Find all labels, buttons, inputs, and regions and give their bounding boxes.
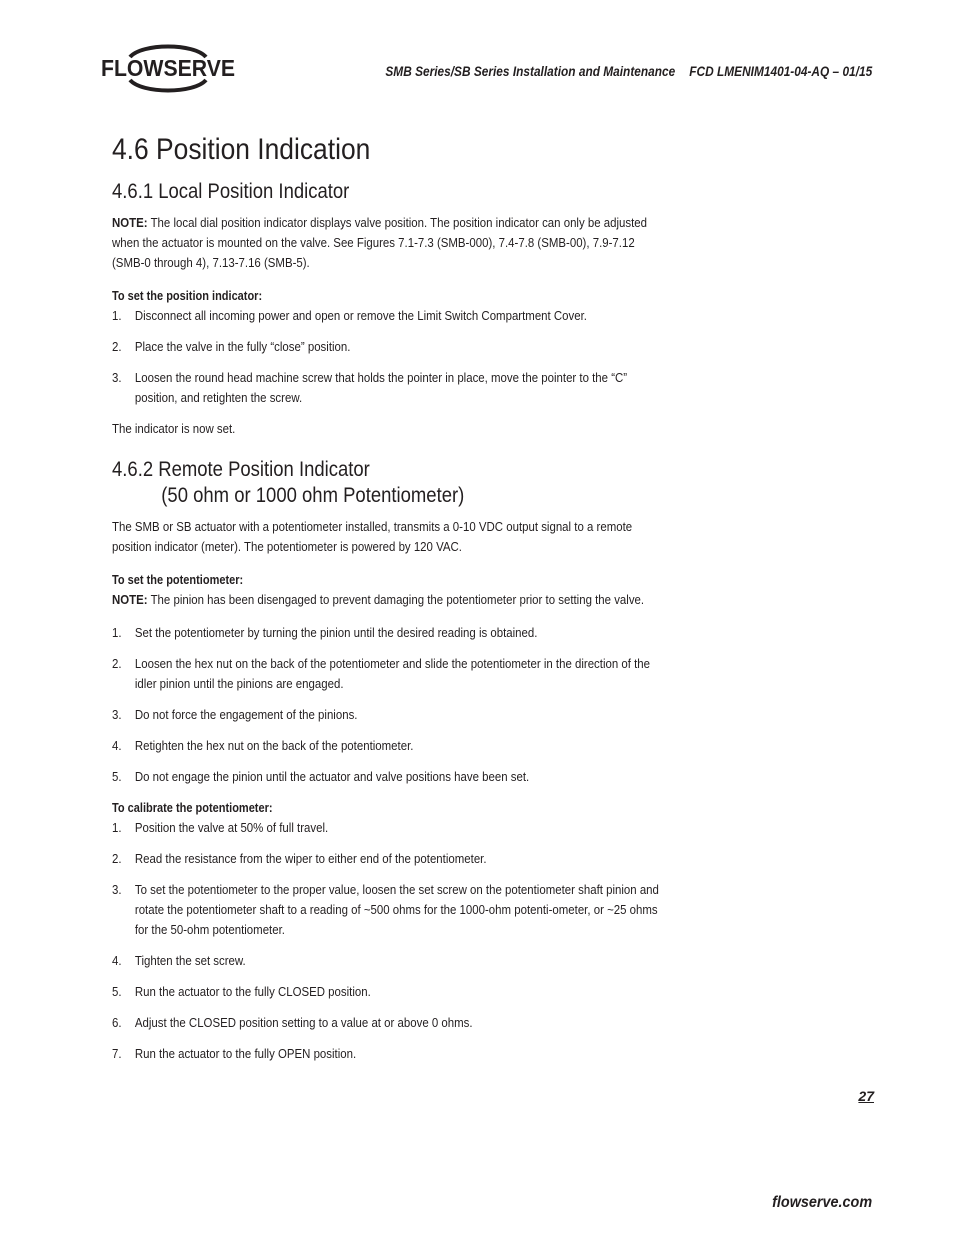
list-item: 4. Tighten the set screw. <box>112 953 246 968</box>
remote-intro: The SMB or SB actuator with a potentiometer installed, transmits a 0-10 VDC output signal to a remote position indicator (meter). The potentiometer is powered by 120 VAC. <box>112 519 633 554</box>
flowserve-logo <box>98 44 238 96</box>
footer-url: flowserve.com <box>771 1194 872 1211</box>
list-item: 7. Run the actuator to the fully OPEN position. <box>112 1046 357 1061</box>
section-title: 4.6 Position Indication <box>112 133 371 166</box>
list-item: 2. Loosen the hex nut on the back of the potentiometer and slide the potentiometer in the direction of the idler pinion until the pinions are engaged. <box>112 656 651 691</box>
local-indicator-heading: 4.6.1 Local Position Indicator <box>112 180 350 203</box>
list-item: 6. Adjust the CLOSED position setting to a value at or above 0 ohms. <box>112 1015 473 1030</box>
list-item: 5. Run the actuator to the fully CLOSED position. <box>112 984 371 999</box>
doc-code: FCD LMENIM1401-04-AQ – 01/15 <box>689 64 872 79</box>
list-item: 1. Position the valve at 50% of full travel. <box>112 820 329 835</box>
set-potentiometer-subheading: To set the potentiometer: <box>112 573 244 587</box>
list-item: 1. Set the potentiometer by turning the pinion until the desired reading is obtained. <box>112 625 538 640</box>
remote-note <box>112 590 662 610</box>
local-note <box>112 213 662 273</box>
calibrate-potentiometer-steps <box>112 818 662 1064</box>
set-indicator-steps <box>112 306 662 408</box>
list-item: 3. Do not force the engagement of the pinions. <box>112 707 358 722</box>
list-item: 5. Do not engage the pinion until the actuator and valve positions have been set. <box>112 769 530 784</box>
list-item: 2. Read the resistance from the wiper to either end of the potentiometer. <box>112 851 487 866</box>
list-item: 4. Retighten the hex nut on the back of the potentiometer. <box>112 738 414 753</box>
remote-indicator-heading: 4.6.2 Remote Position Indicator (50 ohm or 1000 ohm Potentiometer) <box>112 458 465 507</box>
calibrate-potentiometer-subheading: To calibrate the potentiometer: <box>112 801 273 815</box>
page-number: 27 <box>858 1088 874 1104</box>
note-label: NOTE: <box>112 215 148 230</box>
list-item: 2. Place the valve in the fully “close” position. <box>112 339 351 354</box>
note-label: NOTE: <box>112 592 148 607</box>
doc-title: SMB Series/SB Series Installation and Maintenance <box>385 64 676 79</box>
list-item: 3. Loosen the round head machine screw that holds the pointer in place, move the pointer to the “C” position, and retighten the screw. <box>112 370 628 405</box>
note-text: The pinion has been disengaged to prevent damaging the potentiometer prior to setting the valve. <box>147 592 645 607</box>
set-potentiometer-steps <box>112 623 662 787</box>
running-header <box>385 64 872 79</box>
list-item: 1. Disconnect all incoming power and open or remove the Limit Switch Compartment Cover. <box>112 308 587 323</box>
note-text: The local dial position indicator displays valve position. The position indicator can only be adjusted when the actuator is mounted on the valve. See Figures 7.1-7.3 (SMB-000), 7.4-7.8 (SMB-00), 7.9-7.12 (SMB-0 through 4), 7.13-7.16 (SMB-5). <box>112 215 648 270</box>
main-content <box>112 133 672 1075</box>
indicator-set-text: The indicator is now set. <box>112 421 236 436</box>
list-item: 3. To set the potentiometer to the proper value, loosen the set screw on the potentiometer shaft pinion and rotate the potentiometer shaft to a reading of ~500 ohms for the 1000-ohm potenti-ometer, or ~25 ohms for the 50-ohm potentiometer. <box>112 882 659 937</box>
set-indicator-subheading: To set the position indicator: <box>112 289 263 303</box>
logo-text: FLOWSERVE <box>101 55 235 81</box>
